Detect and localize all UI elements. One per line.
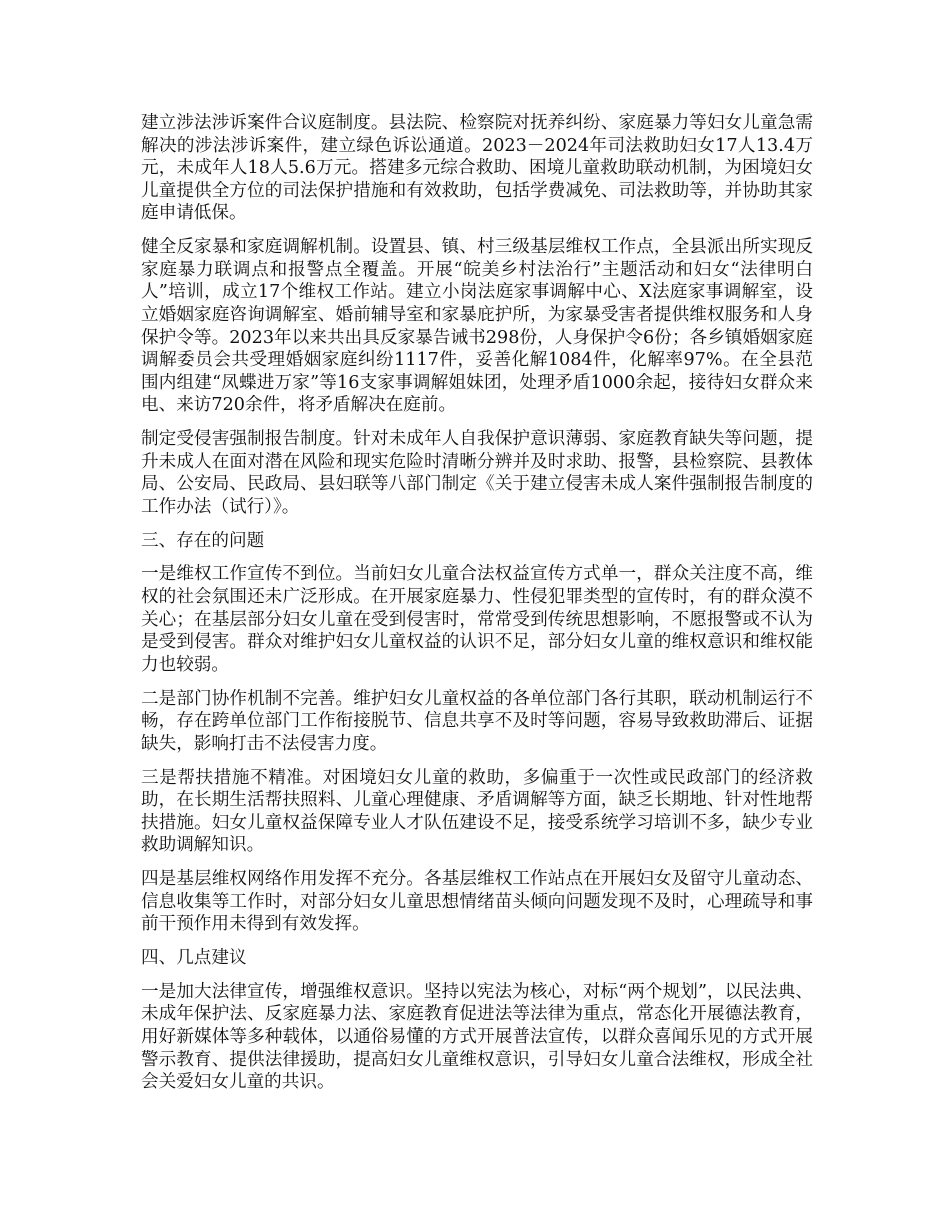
paragraph-problem-publicity: 一是维权工作宣传不到位。当前妇女儿童合法权益宣传方式单一，群众关注度不高，维权的社会氛围还未广泛形成。在开展家庭暴力、性侵犯罪类型的宣传时，有的群众漠不关心；在基层部分妇女儿童在受到侵害时，常常受到传统思想影响，不愿报警或不认为是受到侵害。群众对维护妇女儿童权益的认识不足，部分妇女儿童的维权意识和维权能力也较弱。 — [141, 564, 813, 675]
paragraph-mandatory-report: 制定受侵害强制报告制度。针对未成年人自我保护意识薄弱、家庭教育缺失等问题，提升未成人在面对潜在风险和现实危险时清晰分辨并及时求助、报警，县检察院、县教体局、公安局、民政局、县妇联等八部门制定《关于建立侵害未成人案件强制报告制度的工作办法（试行）》。 — [141, 429, 813, 517]
paragraph-suggestion-publicity: 一是加大法律宣传，增强维权意识。坚持以宪法为核心，对标“两个规划”，以民法典、未成年保护法、反家庭暴力法、家庭教育促进法等法律为重点，常态化开展德法教育，用好新媒体等多种载体，以通俗易懂的方式开展普法宣传，以群众喜闻乐见的方式开展警示教育、提供法律援助，提高妇女儿童维权意识，引导妇女儿童合法维权，形成全社会关爱妇女儿童的共识。 — [141, 981, 813, 1093]
paragraph-judicial-collegial: 建立涉法涉诉案件合议庭制度。县法院、检察院对抚养纠纷、家庭暴力等妇女儿童急需解决的涉法涉诉案件，建立绿色诉讼通道。2023－2024年司法救助妇女17人13.4万元，未成年人18人5.6万元。搭建多元综合救助、困境儿童救助联动机制，为困境妇女儿童提供全方位的司法保护措施和有效救助，包括学费减免、司法救助等，并协助其家庭申请低保。 — [141, 113, 813, 224]
paragraph-problem-assistance: 三是帮扶措施不精准。对困境妇女儿童的救助，多偏重于一次性或民政部门的经济救助，在长期生活帮扶照料、儿童心理健康、矛盾调解等方面，缺乏长期地、针对性地帮扶措施。妇女儿童权益保障专业人才队伍建设不足，接受系统学习培训不多，缺少专业救助调解知识。 — [141, 767, 813, 856]
section-heading-suggestions: 四、几点建议 — [141, 948, 247, 969]
paragraph-problem-grassroots: 四是基层维权网络作用发挥不充分。各基层维权工作站点在开展妇女及留守儿童动态、信息收集等工作时，对部分妇女儿童思想情绪苗头倾向问题发现不及时，心理疏导和事前干预作用未得到有效发挥。 — [141, 869, 813, 935]
paragraph-problem-coordination: 二是部门协作机制不完善。维护妇女儿童权益的各单位部门各行其职，联动机制运行不畅，存在跨单位部门工作衔接脱节、信息共享不及时等问题，容易导致救助滞后、证据缺失，影响打击不法侵害力度。 — [141, 688, 813, 754]
paragraph-anti-domestic-violence: 健全反家暴和家庭调解机制。设置县、镇、村三级基层维权工作点，全县派出所实现反家庭暴力联调点和报警点全覆盖。开展“皖美乡村法治行”主题活动和妇女“法律明白人”培训，成立17个维权工作站。建立小岗法庭家事调解中心、X法庭家事调解室，设立婚姻家庭咨询调解室、婚前辅导室和家暴庇护所，为家暴受害者提供维权服务和人身保护令等。2023年以来共出具反家暴告诫书298份，人身保护令6份；各乡镇婚姻家庭调解委员会共受理婚姻家庭纠纷1117件，妥善化解1084件，化解率97%。在全县范围内组建“凤蝶进万家”等16支家事调解姐妹团，处理矛盾1000余起，接待妇女群众来电、来访720余件，将矛盾解决在庭前。 — [141, 237, 813, 416]
document-page — [141, 112, 813, 1105]
section-heading-problems: 三、存在的问题 — [141, 530, 265, 551]
